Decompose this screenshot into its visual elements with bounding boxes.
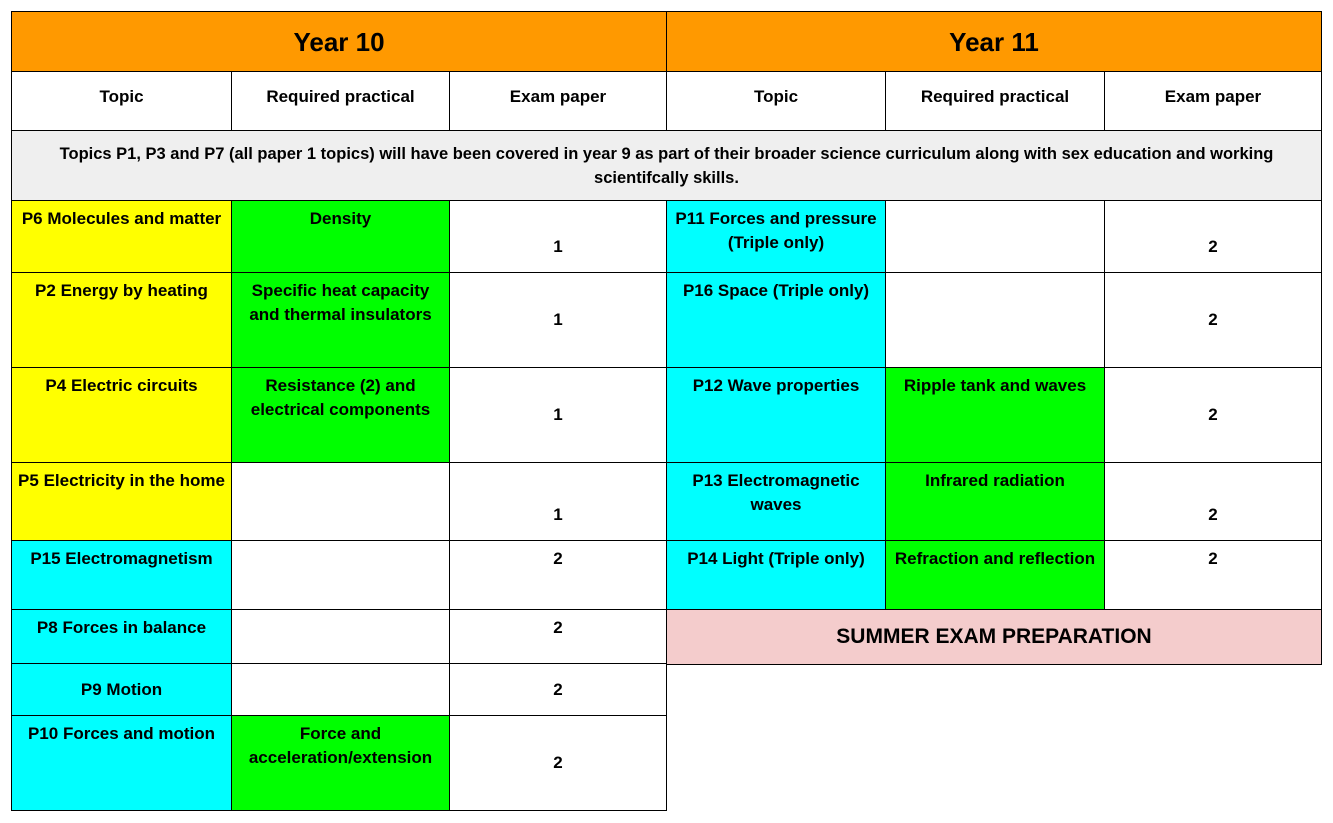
y10-practical (231, 462, 450, 541)
y10-col-topic: Topic (11, 71, 232, 131)
y10-practical: Density (231, 200, 450, 273)
y11-practical: Refraction and reflection (885, 540, 1105, 610)
curriculum-note (11, 130, 1322, 201)
y10-col-paper: Exam paper (449, 71, 667, 131)
year-11-header: Year 11 (666, 11, 1322, 72)
y11-topic: P14 Light (Triple only) (666, 540, 886, 610)
y10-topic: P15 Electromagnetism (11, 540, 232, 610)
y10-topic: P8 Forces in balance (11, 609, 232, 664)
y10-topic: P9 Motion (11, 663, 232, 716)
y10-paper: 2 (449, 609, 667, 664)
y11-paper: 2 (1104, 462, 1322, 541)
year-10-header: Year 10 (11, 11, 667, 72)
y11-topic: P12 Wave properties (666, 367, 886, 463)
y11-practical: Infrared radiation (885, 462, 1105, 541)
y10-practical (231, 540, 450, 610)
y10-practical: Resistance (2) and electrical components (231, 367, 450, 463)
summer-exam-preparation: SUMMER EXAM PREPARATION (666, 609, 1322, 665)
y10-practical: Specific heat capacity and thermal insulators (231, 272, 450, 368)
y10-topic: P2 Energy by heating (11, 272, 232, 368)
y10-paper: 2 (449, 540, 667, 610)
y11-col-paper: Exam paper (1104, 71, 1322, 131)
y11-practical: Ripple tank and waves (885, 367, 1105, 463)
y10-practical: Force and acceleration/extension (231, 715, 450, 811)
y10-paper: 1 (449, 462, 667, 541)
y11-col-practical: Required practical (885, 71, 1105, 131)
y10-paper: 1 (449, 200, 667, 273)
y10-topic: P10 Forces and motion (11, 715, 232, 811)
y10-paper: 1 (449, 272, 667, 368)
y10-topic: P4 Electric circuits (11, 367, 232, 463)
y11-paper: 2 (1104, 367, 1322, 463)
y11-topic: P16 Space (Triple only) (666, 272, 886, 368)
y10-paper: 2 (449, 715, 667, 811)
y11-topic: P11 Forces and pressure (Triple only) (666, 200, 886, 273)
y11-paper: 2 (1104, 272, 1322, 368)
y10-practical (231, 609, 450, 664)
y11-paper: 2 (1104, 540, 1322, 610)
y11-practical (885, 272, 1105, 368)
y10-topic: P5 Electricity in the home (11, 462, 232, 541)
curriculum-note-text: Topics P1, P3 and P7 (all paper 1 topics) will have been covered in year 9 as part of their broader science curriculum along with sex education and working scientifcally skills. (59, 144, 1274, 187)
y10-topic: P6 Molecules and matter (11, 200, 232, 273)
y11-topic: P13 Electromagnetic waves (666, 462, 886, 541)
y11-practical (885, 200, 1105, 273)
y10-practical (231, 663, 450, 716)
y11-paper: 2 (1104, 200, 1322, 273)
y11-col-topic: Topic (666, 71, 886, 131)
y10-paper: 1 (449, 367, 667, 463)
y10-paper: 2 (449, 663, 667, 716)
y10-col-practical: Required practical (231, 71, 450, 131)
